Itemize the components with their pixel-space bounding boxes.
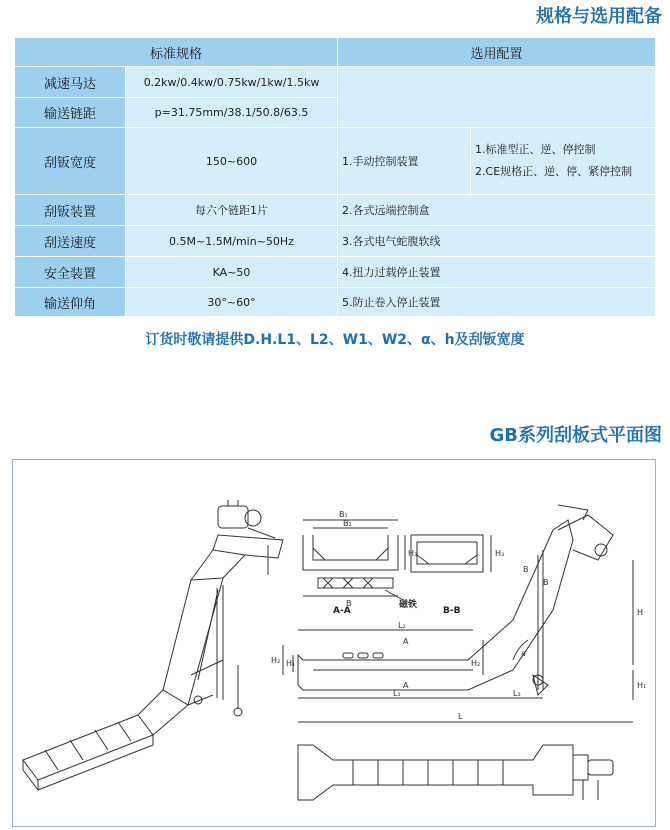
row-label: 刮钣宽度 [15,128,126,195]
dim-l1: L₁ [393,689,401,698]
row-label: 刮送速度 [15,226,126,257]
dim-h2: H₂ [271,656,281,665]
dim-h1: H₁ [637,681,647,690]
option-item: 2.各式远端控制盒 [338,195,656,226]
magnet-label: 磁铁 [399,600,418,610]
table-row [15,288,656,317]
dim-h: H [637,608,644,617]
section-title-gb: GB系列刮板式平面图 [489,425,662,446]
dim-l3: L₃ [513,689,521,698]
table-row [15,128,656,195]
option-sub-cell [471,128,656,195]
option-empty-cell [338,67,656,128]
dim-h1-left: H₁ [286,659,296,668]
section-bb-label: B-B [443,606,461,616]
dim-b2: B₂ [343,519,352,528]
row-value: KA~50 [126,257,338,288]
row-label: 输送仰角 [15,288,126,317]
row-value: 30°~60° [126,288,338,317]
option-item: 4.扭力过载停止装置 [338,257,656,288]
plan-drawing [13,460,657,828]
drawing-frame [12,459,656,827]
row-value: 0.2kw/0.4kw/0.75kw/1kw/1.5kw [126,67,338,98]
section-title-spec: 规格与选用配备 [536,6,662,27]
isometric-conveyor [23,500,283,790]
dim-l2: L₂ [398,621,406,630]
option-item: 3.各式电气蛇腹软线 [338,226,656,257]
dim-h3-b: H₃ [495,549,505,558]
mark-b-bottom: B [543,578,549,587]
order-note: 订货时敬请提供D.H.L1、L2、W1、W2、α、h及刮钣宽度 [145,332,525,348]
mark-a-top: A [403,637,409,646]
row-value: 每六个链距1片 [126,195,338,226]
row-value: 0.5M~1.5M/min~50Hz [126,226,338,257]
dim-h3: H₃ [408,549,418,558]
row-label: 刮钣装置 [15,195,126,226]
plan-view [298,745,613,800]
option-item: 1.手动控制装置 [338,128,471,195]
row-label: 减速马达 [15,67,126,98]
mark-a-bottom: A [403,681,409,690]
dim-l: L [458,712,463,721]
mark-b-top: B [523,565,529,574]
section-b-b [411,535,491,572]
table-row [15,257,656,288]
table-header-row [15,38,656,67]
dim-alpha: a [521,649,526,658]
section-aa-label: A-A [333,606,351,616]
optional-config-header: 选用配置 [338,38,656,67]
table-row [15,226,656,257]
option-sub-item: 1.标准型正、逆、停控制 [475,143,596,156]
spec-table [14,37,656,317]
row-label: 输送链距 [15,98,126,128]
section-a-a [303,520,405,600]
row-label: 安全装置 [15,257,126,288]
option-sub-item: 2.CE规格正、逆、停、紧停控制 [475,165,633,178]
dim-h2-right: H₂ [471,659,481,668]
table-row [15,195,656,226]
option-item: 5.防止卷入停止装置 [338,288,656,317]
row-value: p=31.75mm/38.1/50.8/63.5 [126,98,338,128]
dim-b1: B₁ [339,510,348,519]
row-value: 150~600 [126,128,338,195]
standard-spec-header: 标准规格 [15,38,338,67]
table-row [15,67,656,98]
dim-b: B [346,599,352,608]
